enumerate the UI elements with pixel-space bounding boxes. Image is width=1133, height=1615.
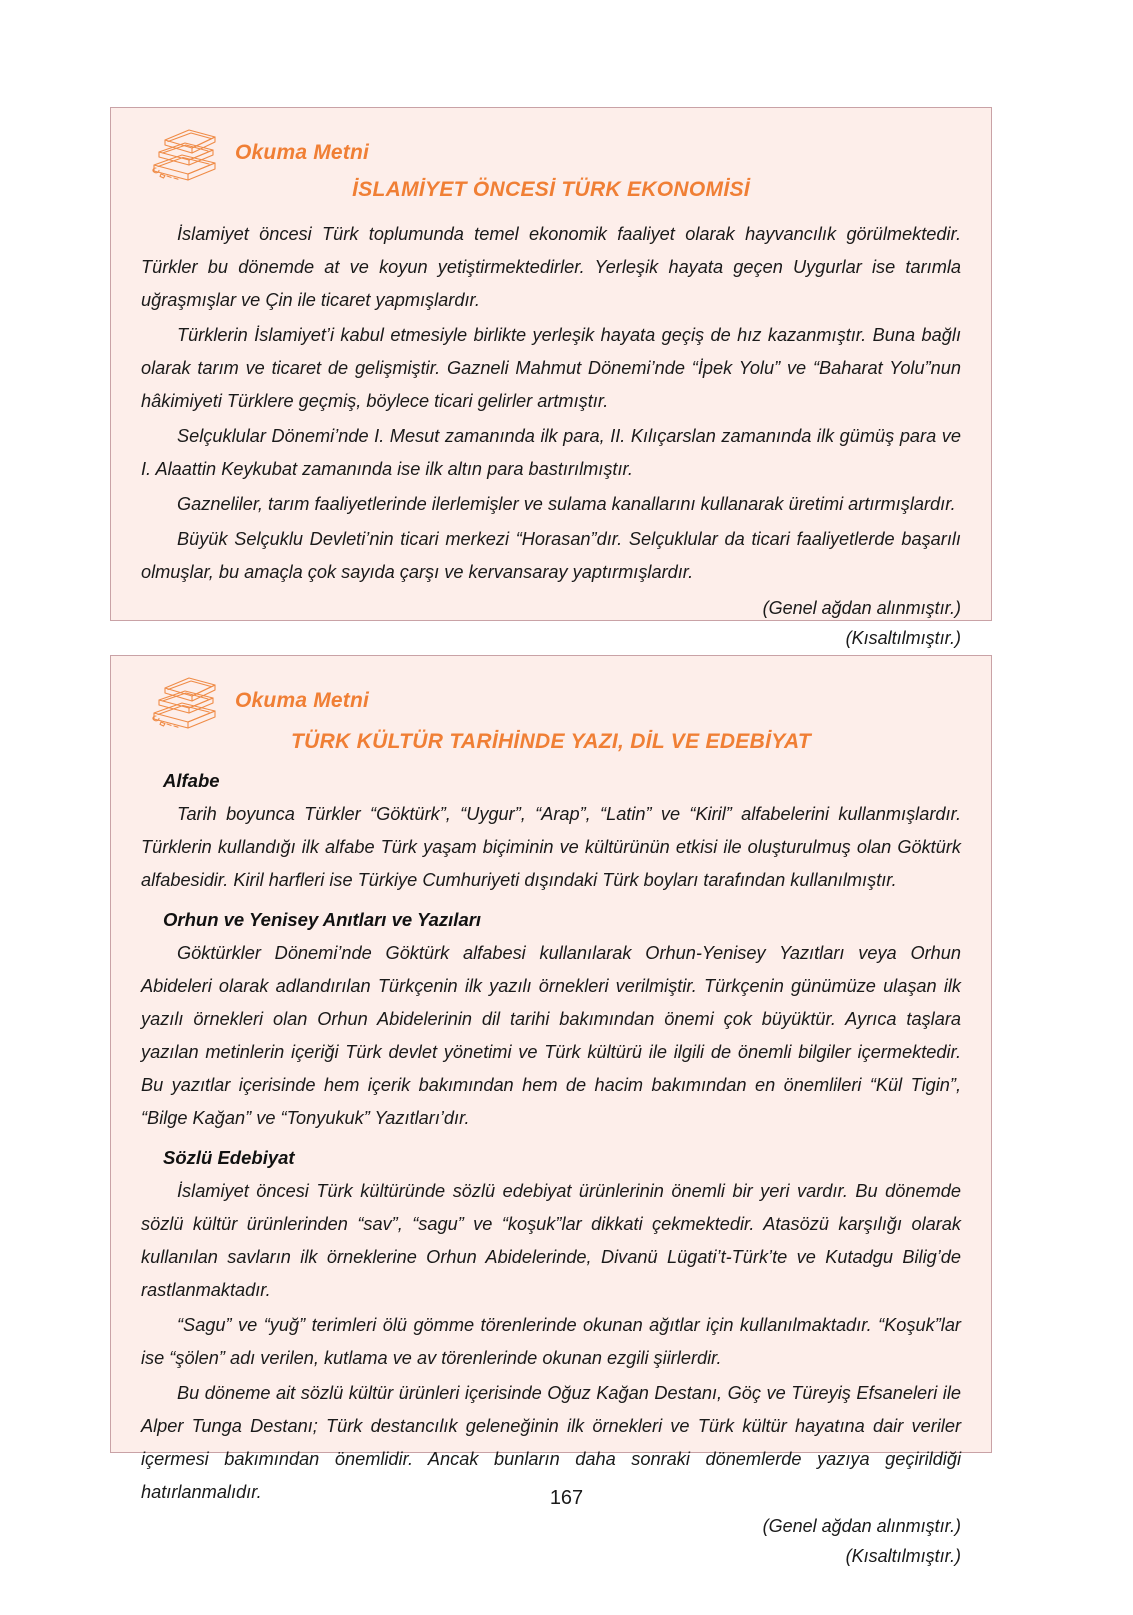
paragraph: “Sagu” ve “yuğ” terimleri ölü gömme törenlerinde okunan ağıtlar için kullanılmaktadır. “Koşuk”lar ise “şölen” adı verilen, kutlama ve av törenlerinde okunan ezgili şiirlerdir.	[141, 1315, 961, 1368]
paragraph: İslamiyet öncesi Türk toplumunda temel ekonomik faaliyet olarak hayvancılık görülmektedir. Türkler bu dönemde at ve koyun yetiştirmektedirler. Yerleşik hayata geçen Uygurlar ise tarımla uğraşmışlar ve Çin ile ticaret yapmışlardır.	[141, 224, 961, 310]
paragraph: Selçuklular Dönemi’nde I. Mesut zamanında ilk para, II. Kılıçarslan zamanında ilk gümüş para ve I. Alaattin Keykubat zamanında ise ilk altın para bastırılmıştır.	[141, 426, 961, 479]
abridged-note: (Kısaltılmıştır.)	[845, 628, 961, 648]
reading-box-label: Okuma Metni	[235, 141, 370, 164]
page-number: 167	[549, 1487, 584, 1509]
paragraph: Gazneliler, tarım faaliyetlerinde ilerlemişler ve sulama kanallarını kullanarak üretimi artırmışlardır.	[177, 494, 956, 514]
reading-box-label: Okuma Metni	[235, 689, 370, 712]
paragraph: Türklerin İslamiyet’i kabul etmesiyle birlikte yerleşik hayata geçiş de hız kazanmıştır. Buna bağlı olarak tarım ve ticaret de gelişmiştir. Gazneli Mahmut Dönemi’nde “İpek Yolu” ve “Baharat Yolu”nun hâkimiyeti Türklere geçmiş, böylece ticari gelirler artmıştır.	[141, 325, 961, 411]
reading-box-title: İSLAMİYET ÖNCESİ TÜRK EKONOMİSİ	[352, 178, 750, 201]
paragraph: Tarih boyunca Türkler “Göktürk”, “Uygur”, “Arap”, “Latin” ve “Kiril” alfabelerini kullanmışlardır. Türklerin kullandığı ilk alfabe Türk yaşam biçiminin ve kültürünün etkisi ile oluşturulmuş olan Göktürk alfabesidir. Kiril harfleri ise Türkiye Cumhuriyeti dışındaki Türk boyları tarafından kullanılmıştır.	[141, 804, 961, 890]
stack-of-books-icon	[145, 672, 225, 730]
paragraph: Bu döneme ait sözlü kültür ürünleri içerisinde Oğuz Kağan Destanı, Göç ve Türeyiş Efsaneleri ile Alper Tunga Destanı; Türk destancılık geleneğinin ilk örnekleri ve Türk kültür hayatına dair veriler içermesi bakımından önemlidir. Ancak bunların daha sonraki dönemlerde yazıya geçirildiği hatırlanmalıdır.	[141, 1383, 961, 1502]
abridged-note: (Kısaltılmıştır.)	[845, 1546, 961, 1566]
reading-box-title: TÜRK KÜLTÜR TARİHİNDE YAZI, DİL VE EDEBİYAT	[290, 730, 812, 753]
source-attribution: (Genel ağdan alınmıştır.)	[762, 1516, 961, 1536]
paragraph: Büyük Selçuklu Devleti’nin ticari merkezi “Horasan”dır. Selçuklular da ticari faaliyetlerde başarılı olmuşlar, bu amaçla çok sayıda çarşı ve kervansaray yaptırmışlardır.	[141, 529, 961, 582]
source-attribution: (Genel ağdan alınmıştır.)	[762, 598, 961, 618]
paragraph: İslamiyet öncesi Türk kültüründe sözlü edebiyat ürünlerinin önemli bir yeri vardır. Bu dönemde sözlü kültür ürünlerinden “sav”, “sagu” ve “koşuk”lar dikkati çekmektedir. Atasözü karşılığı olarak kullanılan savların ilk örneklerine Orhun Abidelerinde, Divanü Lügati’t-Türk’te ve Kutadgu Bilig’de rastlanmaktadır.	[141, 1181, 961, 1300]
stack-of-books-icon	[145, 124, 225, 182]
paragraph: Göktürkler Dönemi’nde Göktürk alfabesi kullanılarak Orhun-Yenisey Yazıtları veya Orhun Abideleri olarak adlandırılan Türkçenin ilk yazılı örnekleri verilmiştir. Türkçenin günümüze ulaşan ilk yazılı örnekleri olan Orhun Abidelerinin dil tarihi bakımından önemi çok büyüktür. Ayrıca taşlara yazılan metinlerin içeriği Türk devlet yönetimi ve Türk kültürü ile ilgili de önemli bilgiler içermektedir. Bu yazıtlar içerisinde hem içerik bakımından hem de hacim bakımından en önemlileri “Kül Tigin”, “Bilge Kağan” ve “Tonyukuk” Yazıtları’dır.	[141, 943, 961, 1128]
section-heading-orhun: Orhun ve Yenisey Anıtları ve Yazıları	[163, 909, 482, 930]
reading-box-header	[145, 670, 961, 732]
section-heading-sozlu-edebiyat: Sözlü Edebiyat	[163, 1147, 295, 1168]
reading-text-box-economy	[110, 107, 992, 648]
reading-box-header	[145, 122, 961, 184]
section-heading-alfabe: Alfabe	[163, 770, 220, 791]
